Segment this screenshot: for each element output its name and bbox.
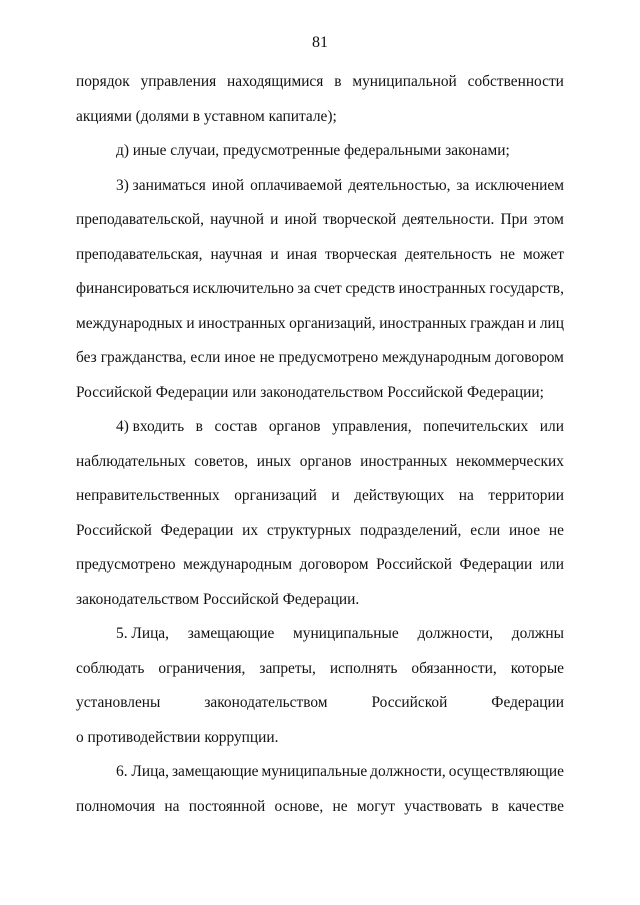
word: или	[539, 556, 564, 573]
word: исключительно	[192, 280, 294, 297]
text-line	[76, 486, 564, 521]
word: преподавательская,	[76, 245, 203, 263]
text-line	[76, 245, 564, 280]
word: иная	[286, 245, 318, 263]
word: государств,	[489, 280, 564, 297]
text-line	[76, 521, 564, 556]
word: полномочия	[76, 797, 156, 815]
word: на	[458, 487, 474, 504]
text-line	[76, 555, 564, 590]
word: средств	[345, 280, 396, 297]
word: При	[500, 211, 528, 228]
word: деятельности.	[402, 211, 495, 228]
word: Российской	[376, 556, 452, 573]
word: которые	[510, 659, 564, 677]
text-line	[76, 314, 564, 349]
word: ограничения,	[158, 659, 246, 677]
word: если	[470, 521, 501, 539]
word: обязанности,	[411, 659, 497, 677]
document-body	[76, 72, 564, 831]
text-line: Российской Федерации или законодательством Российской Федерации;	[76, 383, 544, 401]
word: счет	[313, 280, 342, 297]
word: финансироваться	[76, 280, 190, 297]
word: осуществляющие	[448, 763, 564, 780]
word: граждан	[470, 314, 525, 332]
word: гражданства,	[100, 349, 187, 366]
word: в	[491, 797, 499, 815]
text-line	[76, 797, 564, 832]
word: и	[528, 314, 537, 332]
word: в	[334, 73, 342, 90]
word: законодательством	[204, 694, 328, 711]
word: действующих	[354, 487, 445, 504]
word: за	[297, 280, 311, 297]
word: иностранных	[398, 280, 486, 297]
word: Федерации	[459, 556, 533, 573]
word: международным	[382, 349, 492, 366]
word: постоянной	[188, 797, 266, 815]
word: организаций	[234, 487, 317, 504]
word: не	[499, 245, 515, 263]
word: порядок	[76, 73, 130, 90]
word: структурных	[266, 521, 352, 539]
word: должности,	[370, 763, 446, 780]
word: наблюдательных	[76, 452, 186, 470]
word: Российской	[371, 694, 448, 711]
word: преподавательской,	[76, 211, 204, 228]
word: международным	[183, 556, 293, 573]
word: не	[259, 349, 275, 366]
word: установлены	[76, 694, 161, 711]
word: 4) входить	[116, 418, 185, 435]
text-line	[76, 72, 564, 107]
word: на	[164, 797, 180, 815]
word: научная	[210, 245, 263, 263]
word: муниципальные	[261, 763, 368, 780]
word: территории	[488, 487, 564, 504]
text-line: д) иные случаи, предусмотренные федеральными законами;	[116, 142, 510, 159]
text-line	[76, 176, 564, 211]
word: деятельность	[404, 245, 492, 263]
word: и	[270, 245, 279, 263]
word: не	[548, 521, 564, 539]
word: некоммерческих	[455, 452, 564, 470]
word: Российской	[76, 521, 152, 539]
word: состав	[214, 418, 258, 435]
word: и	[331, 487, 340, 504]
text-line	[76, 417, 564, 452]
word: попечительских	[423, 418, 529, 435]
word: должны	[511, 625, 564, 642]
word: находящимися	[227, 73, 324, 90]
text-line: законодательством Российской Федерации.	[76, 590, 360, 608]
word: управления,	[332, 418, 412, 435]
word: иных	[256, 452, 292, 470]
word: муниципальные	[293, 625, 399, 642]
word: иное	[224, 349, 256, 366]
word: творческой	[322, 211, 397, 228]
word: иной	[211, 176, 245, 194]
word: должности,	[417, 625, 494, 642]
word: договором	[299, 556, 369, 573]
word: подразделений,	[360, 521, 462, 539]
word: оплачиваемой	[250, 176, 343, 194]
word: их	[242, 521, 259, 539]
text-line: о противодействии коррупции.	[76, 728, 279, 746]
word: могут	[356, 797, 395, 815]
text-line	[76, 659, 564, 694]
word: и	[186, 314, 195, 332]
text-line: акциями (долями в уставном капитале);	[76, 107, 337, 125]
word: участвовать	[404, 797, 483, 815]
word: за	[456, 176, 470, 194]
word: исполнять	[329, 659, 398, 677]
word: если	[190, 349, 221, 366]
word: договором	[495, 349, 564, 366]
word: не	[332, 797, 348, 815]
word: иностранных	[379, 314, 467, 332]
text-line	[76, 624, 564, 659]
word: деятельностью,	[348, 176, 451, 194]
word: или	[539, 418, 564, 435]
text-line	[76, 452, 564, 487]
word: основе,	[274, 797, 324, 815]
page-number: 81	[312, 34, 328, 51]
word: соблюдать	[76, 659, 145, 677]
word: неправительственных	[76, 487, 220, 504]
word: международных	[76, 314, 183, 332]
word: исключением	[475, 176, 564, 194]
text-line	[76, 348, 564, 383]
text-line	[76, 279, 564, 314]
word: предусмотрено	[76, 556, 176, 573]
word: научной	[210, 211, 264, 228]
word: предусмотрено	[278, 349, 379, 366]
word: качестве	[507, 797, 564, 815]
word: лиц	[539, 314, 564, 332]
word: этом	[533, 211, 564, 228]
word: управления	[140, 73, 217, 90]
word: и	[270, 211, 279, 228]
word: в	[195, 418, 203, 435]
word: 6. Лица,	[116, 763, 169, 780]
word: Федерации	[491, 694, 564, 711]
word: может	[522, 245, 564, 263]
word: иной	[284, 211, 317, 228]
word: органов	[268, 418, 321, 435]
text-line	[76, 210, 564, 245]
word: советов,	[194, 452, 249, 470]
word: запреты,	[259, 659, 316, 677]
word: 3) заниматься	[116, 176, 206, 194]
text-line	[76, 693, 564, 728]
word: муниципальной	[352, 73, 457, 90]
word: без	[76, 349, 97, 366]
word: 5. Лица,	[116, 625, 169, 642]
word: иное	[508, 521, 541, 539]
word: Федерации	[160, 521, 234, 539]
word: замещающие	[171, 763, 259, 780]
word: органов	[299, 452, 352, 470]
word: иностранных	[198, 314, 286, 332]
word: собственности	[467, 73, 564, 90]
word: замещающие	[187, 625, 275, 642]
word: творческая	[325, 245, 397, 263]
word: организаций,	[289, 314, 376, 332]
word: иностранных	[360, 452, 448, 470]
text-line	[76, 762, 564, 797]
